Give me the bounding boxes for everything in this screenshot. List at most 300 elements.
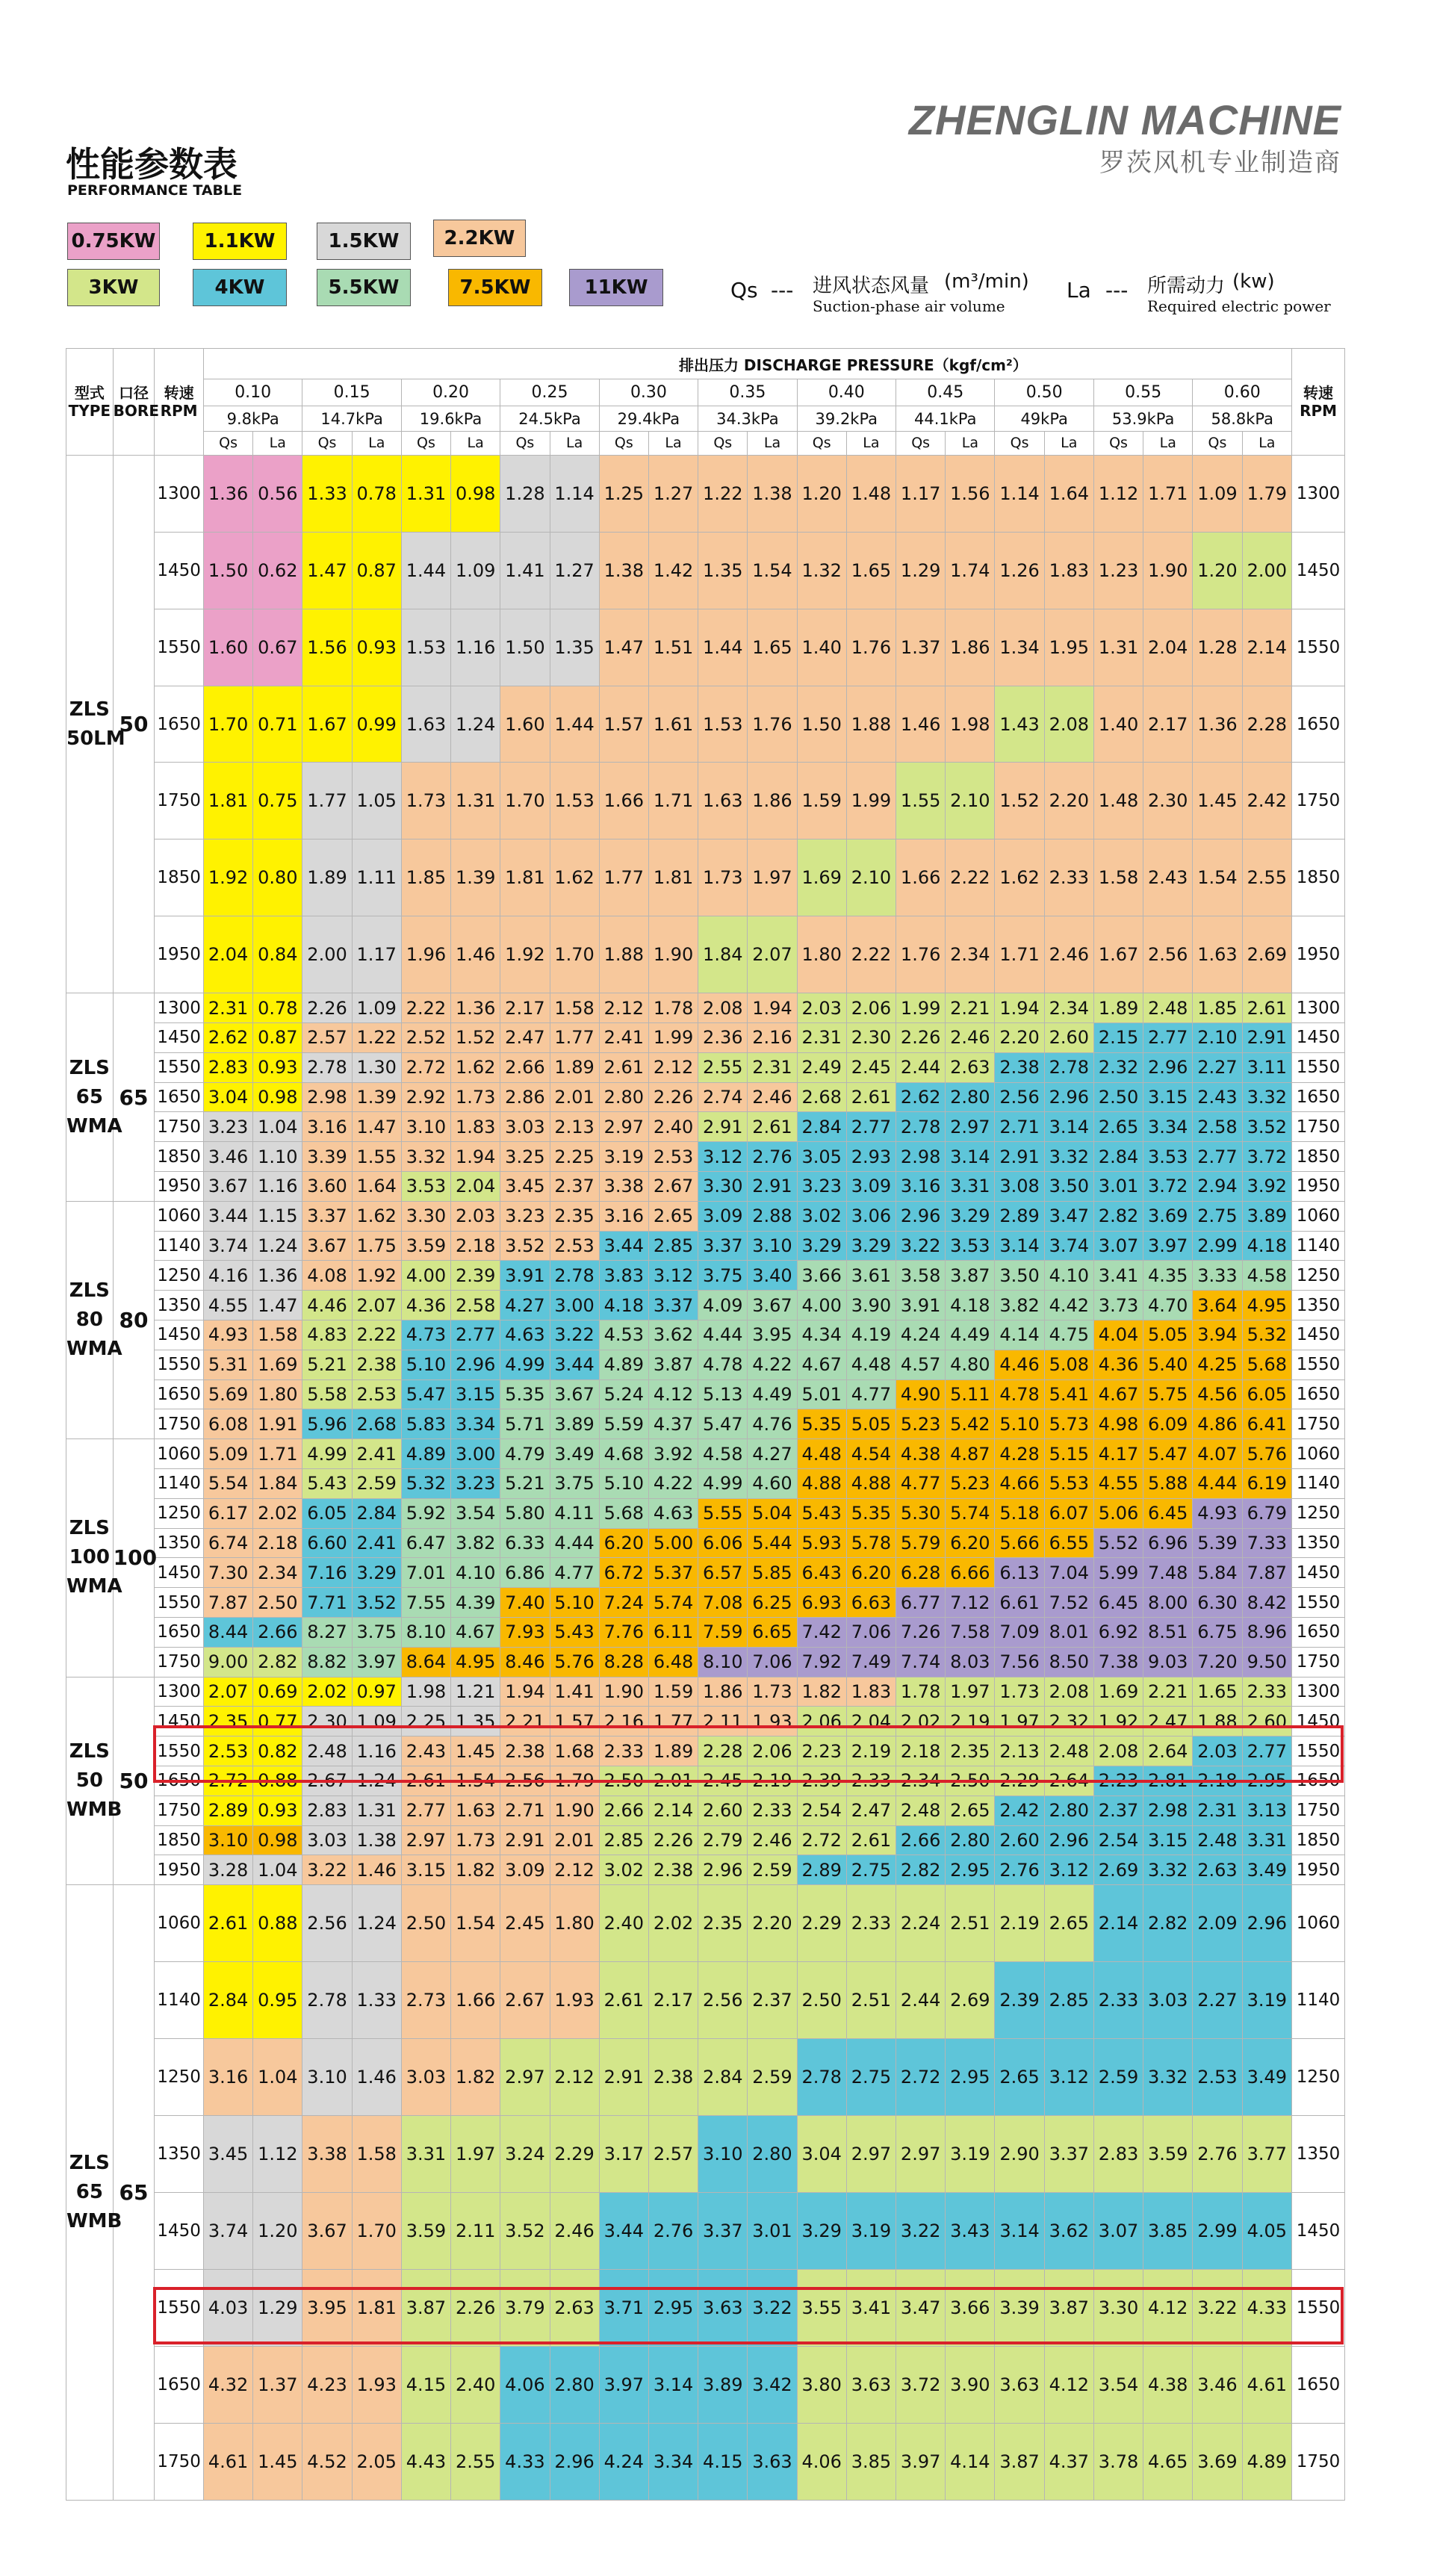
- qs-value: 8.10: [698, 1647, 748, 1677]
- la-value: 2.28: [1242, 686, 1292, 763]
- bore-size: 80: [113, 1201, 155, 1438]
- qs-value: 1.76: [896, 916, 946, 993]
- qs-value: 9.00: [203, 1647, 252, 1677]
- qs-value: 3.30: [401, 1201, 450, 1231]
- la-value: 2.47: [846, 1796, 896, 1825]
- qs-value: 4.23: [302, 2346, 352, 2423]
- qs-value: 2.91: [995, 1142, 1044, 1172]
- la-col-label: La: [352, 432, 401, 456]
- qs-col-label: Qs: [401, 432, 450, 456]
- la-value: 1.99: [846, 763, 896, 839]
- qs-value: 3.09: [500, 1855, 550, 1885]
- qs-value: 1.50: [203, 532, 252, 609]
- rpm-value: 1350: [155, 1528, 204, 1558]
- la-value: 2.80: [550, 2346, 599, 2423]
- qs-value: 1.36: [1193, 686, 1242, 763]
- qs-value: 2.84: [797, 1112, 846, 1142]
- la-value: 3.12: [1044, 1855, 1093, 1885]
- la-value: 2.68: [352, 1409, 401, 1439]
- la-value: 2.84: [352, 1498, 401, 1528]
- qs-value: 6.75: [1193, 1618, 1242, 1648]
- qs-value: 2.71: [995, 1112, 1044, 1142]
- table-row: [66, 839, 1345, 916]
- rpm-value-right: 1650: [1292, 686, 1345, 763]
- la-value: 0.93: [253, 1796, 302, 1825]
- qs-value: 2.50: [1093, 1082, 1143, 1112]
- la-value: 7.04: [1044, 1558, 1093, 1588]
- qs-value: 8.10: [401, 1618, 450, 1648]
- table-row: [66, 1112, 1345, 1142]
- qs-value: 5.30: [896, 1498, 946, 1528]
- la-value: 2.19: [748, 1766, 797, 1796]
- qs-value: 4.67: [797, 1350, 846, 1379]
- qs-value: 2.91: [599, 2039, 648, 2116]
- qs-value: 7.74: [896, 1647, 946, 1677]
- la-value: 3.13: [1242, 1796, 1292, 1825]
- la-value: 2.61: [748, 1112, 797, 1142]
- la-value: 1.54: [451, 1766, 500, 1796]
- pressure-kgf: 0.35: [698, 379, 797, 406]
- qs-value: 4.04: [1093, 1320, 1143, 1350]
- la-value: 1.09: [352, 993, 401, 1023]
- qs-legend: [730, 270, 1037, 320]
- table-row: [66, 1082, 1345, 1112]
- la-value: 3.15: [451, 1379, 500, 1409]
- qs-value: 4.32: [203, 2346, 252, 2423]
- qs-value: 5.69: [203, 1379, 252, 1409]
- la-value: 2.34: [1044, 993, 1093, 1023]
- qs-value: 3.33: [1193, 1261, 1242, 1291]
- qs-value: 5.23: [896, 1409, 946, 1439]
- qs-value: 4.90: [896, 1379, 946, 1409]
- qs-value: 3.39: [302, 1142, 352, 1172]
- la-value: 1.89: [550, 1052, 599, 1082]
- qs-value: 1.94: [995, 993, 1044, 1023]
- qs-value: 2.78: [302, 1962, 352, 2039]
- la-value: 7.12: [946, 1588, 995, 1618]
- qs-value: 4.16: [203, 1261, 252, 1291]
- pressure-kpa: 24.5kPa: [500, 406, 599, 431]
- qs-value: 2.50: [797, 1962, 846, 2039]
- rpm-value-right: 1650: [1292, 1379, 1345, 1409]
- la-value: 3.90: [946, 2346, 995, 2423]
- table-row: [66, 1469, 1345, 1499]
- la-value: 4.89: [1242, 2423, 1292, 2500]
- qs-value: 3.66: [797, 1261, 846, 1291]
- la-value: 2.96: [1143, 1052, 1193, 1082]
- qs-value: 3.59: [401, 1231, 450, 1261]
- la-value: 3.22: [748, 2269, 797, 2346]
- qs-value: 2.77: [1193, 1142, 1242, 1172]
- qs-value: 2.33: [1093, 1962, 1143, 2039]
- qs-value: 4.86: [1193, 1409, 1242, 1439]
- qs-value: 2.35: [698, 1885, 748, 1962]
- la-value: 2.12: [550, 1855, 599, 1885]
- rpm-value-right: 1350: [1292, 1291, 1345, 1320]
- la-value: 0.77: [253, 1707, 302, 1737]
- la-value: 3.34: [1143, 1112, 1193, 1142]
- la-value: 2.96: [550, 2423, 599, 2500]
- la-value: 4.87: [946, 1439, 995, 1469]
- qs-value: 1.40: [797, 609, 846, 686]
- qs-value: 5.21: [302, 1350, 352, 1379]
- qs-value: 3.67: [302, 2192, 352, 2269]
- la-value: 5.05: [846, 1409, 896, 1439]
- la-value: 1.81: [352, 2269, 401, 2346]
- table-row: [66, 1439, 1345, 1469]
- la-value: 1.76: [846, 609, 896, 686]
- qs-value: 4.56: [1193, 1379, 1242, 1409]
- qs-value: 4.06: [797, 2423, 846, 2500]
- la-value: 0.78: [352, 455, 401, 532]
- qs-value: 1.70: [500, 763, 550, 839]
- table-row: [66, 455, 1345, 532]
- la-value: 3.09: [846, 1172, 896, 1202]
- qs-value: 1.55: [896, 763, 946, 839]
- qs-value: 6.74: [203, 1528, 252, 1558]
- qs-value: 4.89: [599, 1350, 648, 1379]
- la-value: 3.85: [1143, 2192, 1193, 2269]
- qs-value: 2.48: [896, 1796, 946, 1825]
- la-value: 2.33: [748, 1796, 797, 1825]
- qs-value: 1.88: [1193, 1707, 1242, 1737]
- qs-value: 1.09: [1193, 455, 1242, 532]
- qs-value: 3.30: [698, 1172, 748, 1202]
- qs-value: 2.84: [698, 2039, 748, 2116]
- la-value: 3.19: [946, 2116, 995, 2193]
- qs-value: 7.40: [500, 1588, 550, 1618]
- qs-value: 3.44: [203, 1201, 252, 1231]
- la-value: 1.71: [253, 1439, 302, 1469]
- la-value: 0.95: [253, 1962, 302, 2039]
- qs-value: 3.23: [500, 1201, 550, 1231]
- la-value: 2.33: [1044, 839, 1093, 916]
- pressure-kgf: 0.30: [599, 379, 698, 406]
- qs-value: 7.38: [1093, 1647, 1143, 1677]
- la-value: 8.96: [1242, 1618, 1292, 1648]
- la-value: 3.34: [451, 1409, 500, 1439]
- qs-value: 6.77: [896, 1588, 946, 1618]
- qs-value: 2.62: [896, 1082, 946, 1112]
- la-value: 2.85: [648, 1231, 698, 1261]
- la-value: 6.63: [846, 1588, 896, 1618]
- la-value: 1.37: [253, 2346, 302, 2423]
- bore-size: 65: [113, 993, 155, 1202]
- power-chip-1-1kw: 1.1KW: [193, 223, 287, 260]
- la-abbr: La: [1067, 278, 1091, 302]
- la-value: 1.79: [550, 1766, 599, 1796]
- rpm-value-right: 1750: [1292, 1112, 1345, 1142]
- qs-value: 2.49: [797, 1052, 846, 1082]
- la-value: 2.33: [846, 1766, 896, 1796]
- la-value: 5.44: [748, 1528, 797, 1558]
- table-row: [66, 1737, 1345, 1766]
- model-name-text: ZLS 50 WMB: [66, 1739, 122, 1821]
- la-value: 9.50: [1242, 1647, 1292, 1677]
- la-col-label: La: [1143, 432, 1193, 456]
- qs-value: 7.93: [500, 1618, 550, 1648]
- qs-value: 1.92: [500, 916, 550, 993]
- rpm-value-right: 1450: [1292, 532, 1345, 609]
- la-value: 2.22: [352, 1320, 401, 1350]
- la-value: 2.41: [352, 1439, 401, 1469]
- la-value: 3.10: [748, 1231, 797, 1261]
- la-value: 1.62: [550, 839, 599, 916]
- table-row: [66, 1291, 1345, 1320]
- la-value: 1.45: [253, 2423, 302, 2500]
- qs-value: 2.53: [203, 1737, 252, 1766]
- qs-value: 3.74: [203, 1231, 252, 1261]
- qs-value: 1.26: [995, 532, 1044, 609]
- la-value: 3.19: [1242, 1962, 1292, 2039]
- qs-value: 7.16: [302, 1558, 352, 1588]
- la-value: 6.96: [1143, 1528, 1193, 1558]
- qs-value: 1.66: [896, 839, 946, 916]
- la-value: 3.90: [846, 1291, 896, 1320]
- rpm-value: 1140: [155, 1962, 204, 2039]
- qs-value: 4.78: [995, 1379, 1044, 1409]
- la-value: 5.88: [1143, 1469, 1193, 1499]
- la-value: 8.03: [946, 1647, 995, 1677]
- qs-value: 2.38: [500, 1737, 550, 1766]
- qs-value: 7.20: [1193, 1647, 1242, 1677]
- rpm-value: 1450: [155, 1023, 204, 1053]
- la-value: 3.32: [1242, 1082, 1292, 1112]
- qs-value: 3.22: [302, 1855, 352, 1885]
- la-value: 0.88: [253, 1766, 302, 1796]
- qs-value: 2.35: [203, 1707, 252, 1737]
- qs-value: 2.69: [1093, 1855, 1143, 1885]
- qs-value: 8.27: [302, 1618, 352, 1648]
- qs-value: 2.75: [1193, 1201, 1242, 1231]
- table-row: [66, 1885, 1345, 1962]
- la-value: 7.06: [846, 1618, 896, 1648]
- la-value: 1.54: [748, 532, 797, 609]
- qs-value: 5.79: [896, 1528, 946, 1558]
- rpm-value-right: 1060: [1292, 1439, 1345, 1469]
- model-name-text: ZLS 100 WMA: [66, 1517, 122, 1598]
- la-value: 2.18: [451, 1231, 500, 1261]
- qs-value: 3.04: [797, 2116, 846, 2193]
- qs-value: 2.82: [896, 1855, 946, 1885]
- qs-value: 1.45: [1193, 763, 1242, 839]
- la-value: 0.88: [253, 1885, 302, 1962]
- qs-value: 2.16: [599, 1707, 648, 1737]
- qs-value: 1.53: [401, 609, 450, 686]
- la-value: 3.49: [1242, 2039, 1292, 2116]
- la-value: 2.69: [1242, 916, 1292, 993]
- pressure-kgf: 0.20: [401, 379, 500, 406]
- rpm-value: 1550: [155, 1052, 204, 1082]
- qs-value: 7.92: [797, 1647, 846, 1677]
- la-value: 0.97: [352, 1677, 401, 1707]
- la-value: 2.80: [946, 1082, 995, 1112]
- la-value: 4.67: [451, 1618, 500, 1648]
- qs-value: 7.42: [797, 1618, 846, 1648]
- la-value: 3.61: [846, 1261, 896, 1291]
- la-value: 2.26: [648, 1825, 698, 1855]
- qs-value: 5.83: [401, 1409, 450, 1439]
- la-value: 5.08: [1044, 1350, 1093, 1379]
- qs-value: 4.88: [797, 1469, 846, 1499]
- table-row: [66, 2269, 1345, 2346]
- qs-value: 2.45: [500, 1885, 550, 1962]
- qs-value: 2.02: [302, 1677, 352, 1707]
- la-value: 2.61: [846, 1825, 896, 1855]
- qs-value: 2.76: [995, 1855, 1044, 1885]
- la-value: 1.42: [648, 532, 698, 609]
- la-value: 2.10: [946, 763, 995, 839]
- rpm-value: 1300: [155, 1677, 204, 1707]
- la-value: 2.34: [946, 916, 995, 993]
- qs-value: 4.38: [896, 1439, 946, 1469]
- la-value: 3.01: [748, 2192, 797, 2269]
- qs-value: 1.22: [698, 455, 748, 532]
- qs-value: 4.46: [995, 1350, 1044, 1379]
- pressure-kpa: 39.2kPa: [797, 406, 896, 431]
- la-value: 1.14: [550, 455, 599, 532]
- qs-value: 3.14: [995, 1231, 1044, 1261]
- model-name: [66, 993, 122, 1202]
- qs-value: 2.68: [797, 1082, 846, 1112]
- qs-value: 1.81: [203, 763, 252, 839]
- la-value: 3.15: [1143, 1082, 1193, 1112]
- pressure-kgf: 0.40: [797, 379, 896, 406]
- la-value: 2.77: [846, 1112, 896, 1142]
- power-chip-4kw: 4KW: [193, 269, 287, 306]
- qs-value: 2.03: [1193, 1737, 1242, 1766]
- qs-value: 3.23: [203, 1112, 252, 1142]
- la-value: 2.60: [1242, 1707, 1292, 1737]
- la-value: 1.04: [253, 2039, 302, 2116]
- qs-value: 3.22: [896, 1231, 946, 1261]
- la-value: 4.12: [1143, 2269, 1193, 2346]
- la-value: 3.14: [946, 1142, 995, 1172]
- pressure-kgf: 0.45: [896, 379, 995, 406]
- qs-value: 2.66: [896, 1825, 946, 1855]
- rpm-value: 1650: [155, 1379, 204, 1409]
- la-value: 1.54: [451, 1885, 500, 1962]
- la-value: 2.14: [1242, 609, 1292, 686]
- qs-value: 1.62: [995, 839, 1044, 916]
- table-row: [66, 532, 1345, 609]
- la-value: 1.53: [550, 763, 599, 839]
- qs-value: 5.39: [1193, 1528, 1242, 1558]
- qs-value: 1.84: [698, 916, 748, 993]
- qs-value: 1.73: [401, 763, 450, 839]
- qs-value: 4.09: [698, 1291, 748, 1320]
- type-header-en: TYPE: [68, 401, 111, 420]
- rpm-value: 1060: [155, 1201, 204, 1231]
- qs-value: 7.59: [698, 1618, 748, 1648]
- table-row: [66, 1855, 1345, 1885]
- la-value: 1.83: [1044, 532, 1093, 609]
- qs-value: 4.44: [1193, 1469, 1242, 1499]
- table-row: [66, 2192, 1345, 2269]
- la-value: 2.04: [1143, 609, 1193, 686]
- qs-value: 4.99: [302, 1439, 352, 1469]
- rpm-header-en: RPM: [1300, 401, 1338, 420]
- la-dash: ---: [1105, 278, 1129, 302]
- qs-value: 3.47: [896, 2269, 946, 2346]
- rpm-value: 1450: [155, 532, 204, 609]
- la-value: 3.63: [748, 2423, 797, 2500]
- la-value: 1.12: [253, 2116, 302, 2193]
- qs-value: 3.31: [401, 2116, 450, 2193]
- la-value: 2.33: [1242, 1677, 1292, 1707]
- qs-value: 2.07: [203, 1677, 252, 1707]
- qs-value: 1.52: [995, 763, 1044, 839]
- la-value: 4.10: [1044, 1261, 1093, 1291]
- qs-value: 1.44: [401, 532, 450, 609]
- la-value: 2.75: [846, 1855, 896, 1885]
- qs-value: 5.21: [500, 1469, 550, 1499]
- qs-value: 2.61: [203, 1885, 252, 1962]
- qs-value: 3.52: [500, 2192, 550, 2269]
- la-value: 3.72: [1242, 1142, 1292, 1172]
- la-value: 3.31: [946, 1172, 995, 1202]
- la-value: 2.80: [748, 2116, 797, 2193]
- qs-value: 2.92: [401, 1082, 450, 1112]
- la-value: 5.04: [748, 1498, 797, 1528]
- page-title: 性能参数表: [66, 144, 238, 184]
- la-value: 1.04: [253, 1855, 302, 1885]
- la-value: 0.78: [253, 993, 302, 1023]
- la-value: 4.18: [946, 1291, 995, 1320]
- qs-value: 1.53: [698, 686, 748, 763]
- rpm-value: 1140: [155, 1231, 204, 1261]
- rpm-value-right: 1140: [1292, 1962, 1345, 2039]
- qs-value: 1.54: [1193, 839, 1242, 916]
- la-value: 4.77: [550, 1558, 599, 1588]
- qs-value: 2.47: [500, 1023, 550, 1053]
- qs-value: 5.10: [599, 1469, 648, 1499]
- la-value: 1.82: [451, 2039, 500, 2116]
- qs-value: 5.06: [1093, 1498, 1143, 1528]
- la-value: 1.62: [451, 1052, 500, 1082]
- la-value: 3.50: [1044, 1172, 1093, 1202]
- la-value: 1.16: [352, 1737, 401, 1766]
- qs-value: 7.08: [698, 1588, 748, 1618]
- la-value: 2.96: [451, 1350, 500, 1379]
- qs-value: 4.44: [698, 1320, 748, 1350]
- table-row: [66, 1618, 1345, 1648]
- qs-value: 1.28: [500, 455, 550, 532]
- qs-value: 2.56: [302, 1885, 352, 1962]
- rpm-value-right: 1950: [1292, 916, 1345, 993]
- la-value: 3.32: [1044, 1142, 1093, 1172]
- la-value: 2.31: [748, 1052, 797, 1082]
- la-value: 4.60: [748, 1469, 797, 1499]
- rpm-value: 1650: [155, 1082, 204, 1112]
- la-value: 1.86: [946, 609, 995, 686]
- la-value: 4.37: [648, 1409, 698, 1439]
- la-value: 2.78: [550, 1261, 599, 1291]
- qs-value: 2.20: [995, 1023, 1044, 1053]
- qs-value: 4.98: [1093, 1409, 1143, 1439]
- qs-value: 2.44: [896, 1052, 946, 1082]
- la-value: 1.99: [648, 1023, 698, 1053]
- qs-value: 4.66: [995, 1469, 1044, 1499]
- la-value: 5.76: [550, 1647, 599, 1677]
- pressure-kpa: 14.7kPa: [302, 406, 401, 431]
- la-value: 1.71: [1143, 455, 1193, 532]
- qs-value: 1.25: [599, 455, 648, 532]
- qs-value: 1.59: [797, 763, 846, 839]
- la-value: 1.24: [352, 1885, 401, 1962]
- la-value: 1.82: [451, 1855, 500, 1885]
- qs-value: 8.44: [203, 1618, 252, 1648]
